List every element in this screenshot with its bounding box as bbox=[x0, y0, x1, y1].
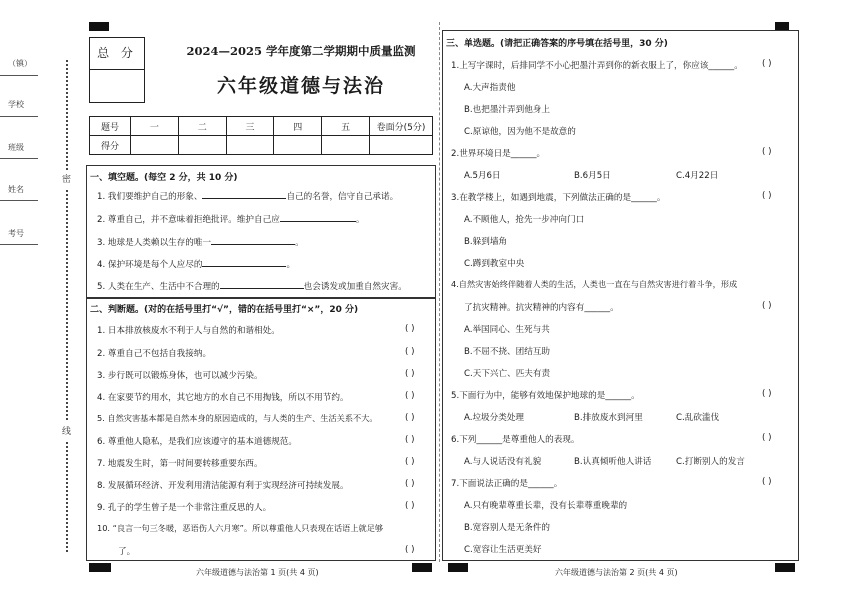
answer-blank[interactable] bbox=[211, 244, 295, 245]
true-false-question: 1. 日本排放核废水不利于人与自然的和谐相处。 bbox=[97, 326, 280, 336]
choice-option[interactable]: A.只有晚辈尊重长辈，没有长辈尊重晚辈的 bbox=[464, 501, 628, 511]
answer-paren[interactable]: ( ) bbox=[762, 389, 772, 399]
choice-option[interactable]: C.打断别人的发言 bbox=[676, 457, 745, 467]
seal-line bbox=[66, 60, 68, 170]
registration-mark bbox=[775, 563, 795, 572]
binding-label-town: （镇） bbox=[8, 59, 32, 68]
binding-label-school: 学校 bbox=[8, 100, 24, 109]
choice-question: 7.下面说法正确的是______。 bbox=[451, 479, 563, 489]
registration-mark bbox=[89, 563, 111, 572]
registration-mark bbox=[775, 22, 789, 30]
page-footer-left: 六年级道德与法治第 1 页(共 4 页) bbox=[196, 568, 319, 577]
choice-option[interactable]: C.4月22日 bbox=[676, 171, 719, 181]
choice-option[interactable]: C.乱砍滥伐 bbox=[676, 413, 720, 423]
true-false-question: 5. 自然灾害基本都是自然本身的原因造成的，与人类的生产、生活关系不大。 bbox=[97, 413, 378, 423]
score-input-cell[interactable] bbox=[370, 136, 433, 155]
choice-question: 3.在教学楼上，如遇到地震，下列做法正确的是______。 bbox=[451, 193, 666, 203]
choice-question: 2.世界环境日是______。 bbox=[451, 149, 546, 159]
binding-label-id: 考号 bbox=[8, 229, 24, 238]
answer-blank[interactable] bbox=[202, 266, 286, 267]
answer-paren[interactable]: ( ) bbox=[405, 479, 415, 489]
multiple-choice-title: 三、单选题。(请把正确答案的序号填在括号里，30 分) bbox=[446, 39, 668, 49]
answer-paren[interactable]: ( ) bbox=[405, 545, 415, 555]
answer-blank[interactable] bbox=[280, 221, 356, 222]
answer-paren[interactable]: ( ) bbox=[762, 191, 772, 201]
score-cell: 得分 bbox=[90, 136, 131, 155]
choice-question-cont: 了抗灾精神。抗灾精神的内容有______。 bbox=[464, 303, 619, 313]
seal-line bbox=[66, 190, 68, 420]
total-score-box bbox=[89, 37, 145, 103]
answer-paren[interactable]: ( ) bbox=[405, 501, 415, 511]
score-cell: 卷面分(5分) bbox=[370, 117, 433, 136]
choice-option[interactable]: C.蹲到教室中央 bbox=[464, 259, 525, 269]
score-table bbox=[89, 116, 433, 155]
answer-paren[interactable]: ( ) bbox=[762, 59, 772, 69]
true-false-question: 3. 步行既可以锻炼身体，也可以减少污染。 bbox=[97, 371, 263, 381]
choice-option[interactable]: A.5月6日 bbox=[464, 171, 501, 181]
score-cell: 二 bbox=[178, 117, 226, 136]
fill-blank-question: 1. 我们要维护自己的形象、 自己的名誉，信守自己承诺。 bbox=[97, 192, 399, 202]
page-footer-right: 六年级道德与法治第 2 页(共 4 页) bbox=[555, 568, 678, 577]
score-input-cell[interactable] bbox=[178, 136, 226, 155]
fill-blank-question: 5. 人类在生产、生活中不合理的 也会诱发或加重自然灾害。 bbox=[97, 282, 407, 292]
fill-blank-question: 3. 地球是人类赖以生存的唯一 。 bbox=[97, 238, 304, 248]
true-false-question: 7. 地震发生时，第一时间要转移重要东西。 bbox=[97, 459, 263, 469]
score-cell: 三 bbox=[226, 117, 274, 136]
choice-option[interactable]: B.也把墨汁弄到他身上 bbox=[464, 105, 550, 115]
choice-option[interactable]: B.6月5日 bbox=[574, 171, 611, 181]
choice-option[interactable]: A.不顾他人，抢先一步冲向门口 bbox=[464, 215, 585, 225]
answer-blank[interactable] bbox=[202, 198, 286, 199]
answer-paren[interactable]: ( ) bbox=[405, 457, 415, 467]
seal-word-xian: 线 bbox=[62, 427, 72, 437]
true-false-title: 二、判断题。(对的在括号里打“√”，错的在括号里打“×”，20 分) bbox=[90, 305, 359, 315]
binding-label-class: 班级 bbox=[8, 143, 24, 152]
fill-blank-question: 4. 保护环境是每个人应尽的 。 bbox=[97, 260, 296, 270]
page-divider bbox=[439, 22, 440, 562]
true-false-question: 10. “良言一句三冬暖，恶语伤人六月寒”。所以尊重他人只表现在话语上就足够 bbox=[97, 523, 384, 533]
choice-question: 4.自然灾害始终伴随着人类的生活，人类也一直在与自然灾害进行着斗争，形成 bbox=[451, 279, 738, 289]
true-false-question: 6. 尊重他人隐私，是我们应该遵守的基本道德规范。 bbox=[97, 437, 297, 447]
fill-blank-title: 一、填空题。(每空 2 分，共 10 分) bbox=[90, 173, 238, 183]
answer-paren[interactable]: ( ) bbox=[762, 147, 772, 157]
choice-question: 5.下面行为中，能够有效地保护地球的是______。 bbox=[451, 391, 640, 401]
choice-option[interactable]: B.躲到墙角 bbox=[464, 237, 508, 247]
true-false-question: 了。 bbox=[118, 547, 136, 557]
choice-option[interactable]: C.原谅他，因为他不是故意的 bbox=[464, 127, 576, 137]
answer-paren[interactable]: ( ) bbox=[405, 413, 415, 423]
answer-paren[interactable]: ( ) bbox=[405, 391, 415, 401]
score-cell: 四 bbox=[274, 117, 322, 136]
total-score-label: 总 分 bbox=[97, 46, 137, 60]
registration-mark bbox=[89, 22, 109, 31]
score-cell: 五 bbox=[322, 117, 370, 136]
score-input-cell[interactable] bbox=[226, 136, 274, 155]
registration-mark bbox=[448, 563, 468, 572]
fill-blank-section bbox=[86, 165, 436, 299]
score-cell: 题号 bbox=[90, 117, 131, 136]
score-input-cell[interactable] bbox=[131, 136, 179, 155]
choice-option[interactable]: B.宽容别人是无条件的 bbox=[464, 523, 550, 533]
fill-blank-question: 2. 尊重自己，并不意味着拒绝批评。维护自己应 。 bbox=[97, 215, 365, 225]
answer-paren[interactable]: ( ) bbox=[405, 324, 415, 334]
score-table-score-row bbox=[90, 136, 433, 155]
registration-mark bbox=[412, 563, 432, 572]
choice-option[interactable]: A.与人说话没有礼貌 bbox=[464, 457, 542, 467]
score-table-header-row bbox=[90, 117, 433, 136]
seal-word-mi: 密 bbox=[62, 175, 72, 185]
subject-title: 六年级道德与法治 bbox=[216, 75, 385, 97]
score-cell: 一 bbox=[131, 117, 179, 136]
choice-option[interactable]: B.认真倾听他人讲话 bbox=[574, 457, 652, 467]
true-false-section bbox=[86, 297, 436, 561]
answer-paren[interactable]: ( ) bbox=[762, 301, 772, 311]
answer-paren[interactable]: ( ) bbox=[405, 435, 415, 445]
answer-paren[interactable]: ( ) bbox=[762, 433, 772, 443]
binding-label-name: 姓名 bbox=[8, 185, 24, 194]
choice-option[interactable]: C.宽容让生活更美好 bbox=[464, 545, 542, 555]
choice-option[interactable]: B.排放废水到河里 bbox=[574, 413, 643, 423]
choice-option[interactable]: A.大声指责他 bbox=[464, 83, 516, 93]
answer-blank[interactable] bbox=[220, 288, 304, 289]
score-input-cell[interactable] bbox=[274, 136, 322, 155]
choice-option[interactable]: C.天下兴亡、匹夫有责 bbox=[464, 369, 551, 379]
choice-option[interactable]: B.不屈不挠、团结互助 bbox=[464, 347, 550, 357]
answer-paren[interactable]: ( ) bbox=[762, 477, 772, 487]
answer-paren[interactable]: ( ) bbox=[405, 347, 415, 357]
answer-paren[interactable]: ( ) bbox=[405, 369, 415, 379]
true-false-question: 2. 尊重自己不包括自我接纳。 bbox=[97, 349, 212, 359]
exam-title: 2024—2025 学年度第二学期期中质量监测 bbox=[186, 44, 416, 58]
choice-question: 1.上写字课时，后排同学不小心把墨汁弄到你的新衣服上了，你应该______。 bbox=[451, 61, 743, 71]
true-false-question: 8. 发展循环经济、开发利用清洁能源有利于实现经济可持续发展。 bbox=[97, 481, 349, 491]
score-input-cell[interactable] bbox=[322, 136, 370, 155]
choice-question: 6.下列______是尊重他人的表现。 bbox=[451, 435, 580, 445]
seal-line bbox=[66, 442, 68, 552]
true-false-question: 4. 在家要节约用水，其它地方的水自己不用掏钱，所以不用节约。 bbox=[97, 393, 349, 403]
true-false-question: 9. 孔子的学生曾子是一个非常注重反思的人。 bbox=[97, 503, 272, 513]
choice-option[interactable]: A.举国同心、生死与共 bbox=[464, 325, 550, 335]
choice-option[interactable]: A.垃圾分类处理 bbox=[464, 413, 525, 423]
